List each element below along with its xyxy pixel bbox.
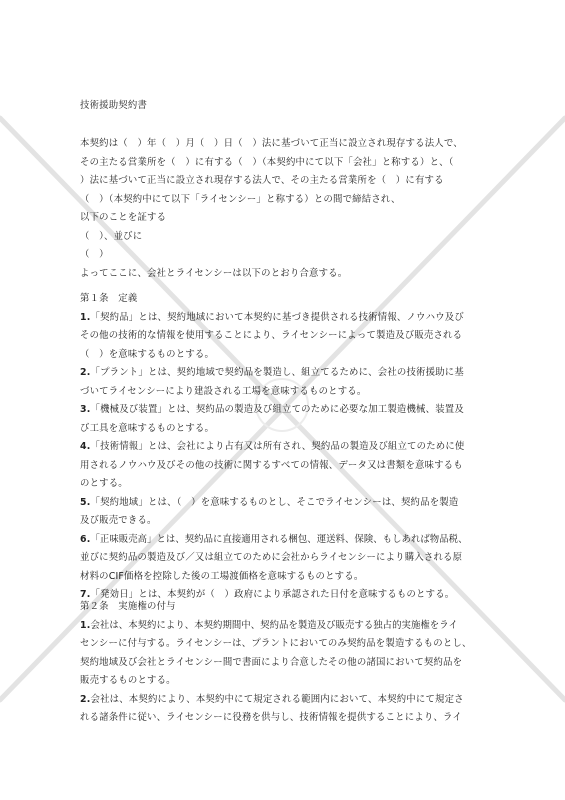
preamble-line: ）法に基づいて正当に設立され現存する法人で、その主たる営業所を（ ）に有する bbox=[80, 175, 444, 186]
clause-text: 及び販売できる。 bbox=[80, 515, 157, 526]
article-1-definitions bbox=[80, 290, 500, 605]
clause-1-5 bbox=[80, 494, 500, 531]
clause-text: 「正味販売高」とは、契約品に直接適用される梱包、運送料、保険、もしあれば物品税、 bbox=[90, 533, 468, 545]
preamble-line: （ ）（本契約中にて以下「ライセンシー」と称する）との間で締結され、 bbox=[80, 193, 401, 205]
clause-number: 2. bbox=[80, 693, 91, 705]
preamble-line: 以下のことを証する bbox=[80, 212, 167, 223]
clause-number: 1. bbox=[80, 311, 91, 323]
clause-text: 並びに契約品の製造及び／又は組立てのために会社からライセンシーにより購入される原 bbox=[80, 552, 463, 563]
clause-text: 契約地域及び会社とライセンシー間で書面により合意したその他の諸国において契約品を bbox=[80, 656, 463, 668]
article-2-heading: 第２条 実施権の付与 bbox=[80, 601, 176, 612]
document-title: 技術援助契約書 bbox=[80, 100, 148, 111]
clause-text: 「機械及び装置」とは、契約品の製造及び組立てのために必要な加工製造機械、装置及 bbox=[90, 404, 464, 415]
clause-text: 会社は、本契約により、本契約期間中、契約品を製造及び販売する独占的実施権をライ bbox=[90, 619, 458, 631]
clause-text: び工具を意味するものとする。 bbox=[80, 422, 215, 434]
clause-text: のとする。 bbox=[80, 478, 128, 489]
clause-text: センシーに付与する。ライセンシーは、プラントにおいてのみ契約品を製造するものとし、 bbox=[80, 638, 472, 649]
clause-text: 「技術情報」とは、会社により占有又は所有され、契約品の製造及び組立てのために使 bbox=[90, 441, 465, 452]
clause-2-1 bbox=[80, 617, 500, 691]
preamble-line: 本契約は（ ）年（ ）月（ ）日（ ）法に基づいて正当に設立され現存する法人で、 bbox=[80, 138, 463, 149]
clause-text: 「契約品」とは、契約地域において本契約に基づき提供される技術情報、ノウハウ及び bbox=[90, 311, 464, 323]
preamble-line: （ ）、並びに bbox=[80, 230, 143, 242]
clause-number: 3. bbox=[80, 404, 91, 415]
article-1-heading: 第１条 定義 bbox=[80, 293, 138, 304]
clause-text: 「契約地域」とは、（ ）を意味するものとし、そこでライセンシーは、契約品を製造 bbox=[90, 496, 459, 508]
clause-text: 会社は、本契約により、本契約中にて規定される範囲内において、本契約中にて規定さ bbox=[90, 693, 464, 705]
clause-text: （ ）を意味するものとする。 bbox=[80, 348, 215, 360]
article-2-grant-of-license bbox=[80, 598, 500, 728]
preamble-line: その主たる営業所を（ ）に有する（ ）（本契約中にて以下「会社」と称する）と、（ bbox=[80, 156, 454, 168]
clause-text: 用されるノウハウ及びその他の技術に関するすべての情報、データ又は書類を意味するも bbox=[80, 459, 463, 471]
clause-text: 「プラント」とは、契約地域で契約品を製造し、組立てるために、会社の技術援助に基 bbox=[90, 367, 464, 378]
clause-text: その他の技術的な情報を使用することにより、ライセンシーによって製造及び販売される bbox=[80, 330, 463, 341]
preamble-line: よってここに、会社とライセンシーは以下のとおり合意する。 bbox=[80, 267, 348, 279]
clause-text: 材料のCIF価格を控除した後の工場渡価格を意味するものとする。 bbox=[80, 570, 364, 582]
clause-number: 1. bbox=[80, 619, 91, 631]
clause-number: 7. bbox=[80, 589, 91, 600]
clause-text: づいてライセンシーにより建設される工場を意味するものとする。 bbox=[80, 385, 367, 397]
clause-1-3 bbox=[80, 401, 500, 438]
clause-1-6 bbox=[80, 531, 500, 587]
clause-text: れる諸条件に従い、ライセンシーに役務を供与し、技術情報を提供することにより、ライ bbox=[80, 712, 462, 723]
clause-1-2 bbox=[80, 364, 500, 401]
clause-text: 販売するものとする。 bbox=[80, 675, 176, 686]
clause-1-4 bbox=[80, 438, 500, 494]
clause-number: 6. bbox=[80, 533, 91, 545]
clause-number: 4. bbox=[80, 441, 91, 452]
clause-2-2 bbox=[80, 691, 500, 728]
preamble-line: （ ） bbox=[80, 249, 109, 260]
clause-number: 5. bbox=[80, 496, 91, 508]
preamble bbox=[80, 135, 500, 283]
clause-text: 「発効日」とは、本契約が（ ）政府により承認された日付を意味するものとする。 bbox=[90, 589, 455, 600]
clause-1-1 bbox=[80, 309, 500, 365]
clause-number: 2. bbox=[80, 367, 91, 378]
